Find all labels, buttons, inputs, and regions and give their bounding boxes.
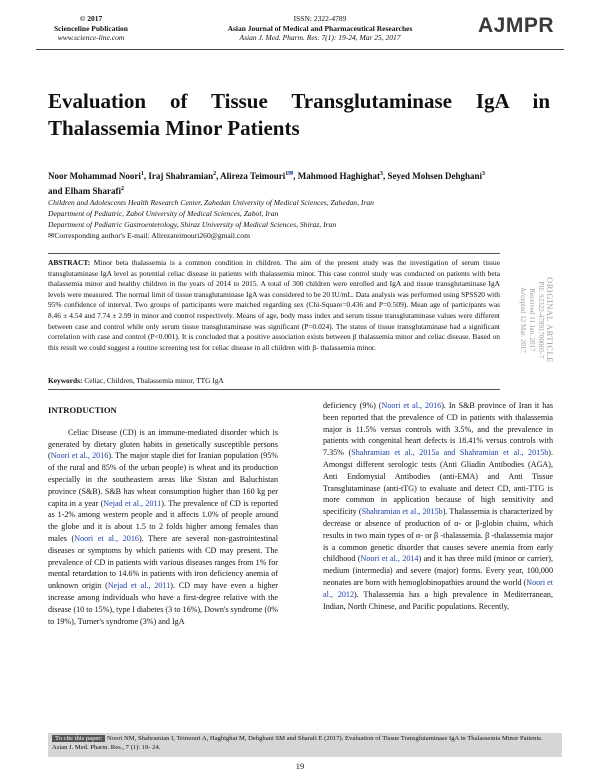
body-paragraph	[48, 427, 278, 628]
author-name: Elham Sharafi	[64, 186, 122, 196]
author-separator: ,	[216, 171, 221, 181]
citation-tag: To cite this paper:	[52, 735, 105, 742]
corresponding-email[interactable]: ✉Corresponding author's E-mail: Alirezateimouri260@gmail.com	[48, 231, 250, 240]
affiliation-line: Children and Adolescents Health Research Center, Zahedan University of Medical Sciences, Zahedan, Iran	[48, 198, 374, 207]
citation-link[interactable]: Nejad et al., 2011	[107, 581, 171, 591]
abstract-text: Minor beta thalassemia is a common condition in children. The aim of the present study was the investigation of serum tissue transglutaminase IgA level as potential celiac disease in patients with thalassemia minor. This case control study was conducted on patients with beta thalassemia minor and healthy children in the years of 2014 to 2015. A total of 300 children were enrolled and IgA and tissue transglutaminase IgA levels were measured. The normal limit of tissue transglutaminase IgA was considered to be 20 IU/mL. Data analysis was performed using SPSS20 with 95% confidence of interval. Two groups of participants were matched regarding sex (Chi-Square=0.436 and P=0.509). Mean age of participants was 8.46 ± 4.54 and 7.74 ± 2.99 in minor and control respectively. Means of age, body mass index and serum tissue transglutaminase values were different between case and control while only serum tissue transglutaminase was significant (P=0.024). The status of tissue transglutaminase had a significant correlation with case and control (P<0.001). It is concluded that a positive association exists between β thalassemia minor and celiac disease. Based on this result we could suggest a routine screening test for celiac disease in all children with β- thalassemia minor.	[48, 258, 500, 352]
body-text: ). The major staple diet for Iranian population (95% of the rural and 85% of the urban people) is wheat and its production especially in the southeastern areas like Sistan and Baluchistan province (S&B). S&B has wheat consumption higher than 160 kg per capita in a year (	[48, 451, 278, 508]
citation-link[interactable]: Noori et al., 2016	[50, 451, 109, 461]
envelope-icon[interactable]: ✉	[288, 171, 294, 177]
abstract	[48, 258, 500, 353]
body-text: ). Thalassemia is characterized by decrease or absence of production of α- or β-globin chains, which results in two main types of α- or β -thalassemia. β -thalassemia major is a common genetic disorder that causes severe anemia from early childhood (	[323, 507, 553, 564]
body-text: deficiency (9%) (	[323, 401, 382, 410]
author-name: Noor Mohammad Noori	[48, 171, 141, 181]
body-text: ). There are several non-gastrointestinal diseases or symptoms by which patients with CD may present. The prevalence of CD in patients with various diseases ranges from 1% for mental retardation to 14.6% in patients with iron deficiency anemia of unknown origin (	[48, 533, 279, 591]
abstract-label: ABSTRACT:	[48, 258, 91, 267]
publisher-name: Scienceline Publication	[54, 23, 128, 33]
author-separator: ,	[293, 171, 298, 181]
issn: ISSN: 2322-4789	[293, 14, 347, 23]
affiliation-line: Department of Pediatric, Zabol University of Medical Sciences, Zabol, Iran	[48, 209, 279, 218]
article-pii: PII: S2322-47891700005-7	[537, 281, 545, 359]
article-info-sidebar	[496, 255, 576, 385]
journal-logo: AJMPR	[478, 14, 555, 37]
author-affil-marker: 3	[482, 171, 486, 177]
keywords-text: Celiac, Children, Thalassemia minor, TTG IgA	[84, 376, 224, 385]
author-name: Seyed Mohsen Dehghani	[387, 171, 483, 181]
abstract-top-rule	[48, 253, 500, 254]
section-heading-introduction: INTRODUCTION	[48, 405, 117, 415]
body-text: ). The prevalence of CD is reported as 1-2% among western people and it affects 1.0% of people around the globe and it is about 1.5 to 2 folds higher among females than males (	[48, 498, 278, 543]
citation-link[interactable]: Noori et al., 2016	[381, 401, 442, 410]
abstract-bottom-rule	[48, 389, 500, 390]
body-text: ) and it has three mild (minor or carrier), medium (intermedia) and severe (major) forms. Every year, 100,000 neonates are born with hemoglobinopathies around the world (	[323, 554, 553, 587]
publisher-website[interactable]: www.science-line.com	[57, 33, 125, 42]
journal-citation: Asian J. Med. Pharm. Res. 7(1): 19-24, Mar 25, 2017	[239, 33, 401, 42]
citation-link[interactable]: Noori et al., 2012	[323, 577, 553, 599]
body-text: ). In S&B province of Iran it has been reported that the prevalence of CD in patients with thalassemia major is 11.5% versus controls with 3.5%, and the prevalence in patients with congenital heart defects is 18.41% versus controls with 7.35% (	[323, 401, 554, 458]
author-list: Noor Mohammad Noori$^1$, Iraj Shahramian$^2$, Alireza Teimouri$^{1✉}$, Mahmood Haghighat$^3$, Seyed Mohsen Dehghani$^3$ and Elham Sharafi$^2$	[48, 171, 486, 196]
keywords	[48, 376, 500, 385]
affiliation-line: Department of Pediatric Gastroenterology, Shiraz University of Medical Sciences, Shiraz, Iran	[48, 220, 337, 229]
citation-link[interactable]: Nejad et al., 2011	[103, 498, 162, 508]
page-number: 19	[295, 761, 305, 771]
body-column-right	[323, 400, 553, 612]
body-text: ). Thalassemia has a high prevalence in Mediterranean, Indian, North Chinese, and Pacific populations. Recently,	[323, 589, 553, 611]
author-separator: ,	[143, 171, 149, 181]
citation-link[interactable]: Shahramian et al., 2015a and Shahramian et al., 2015b	[351, 448, 549, 458]
citation-link[interactable]: Noori et al., 2016	[74, 533, 139, 543]
body-text: Celiac Disease (CD) is an immune-mediated disorder which is generated by dietary gluten habits in genetically susceptible persons (	[48, 427, 278, 461]
header-divider	[36, 49, 564, 50]
citation-box	[48, 733, 562, 757]
citation-link[interactable]: Shahramian et al., 2015b	[361, 507, 443, 517]
copyright-year: © 2017	[79, 14, 103, 23]
body-column-left	[48, 395, 278, 627]
publisher-block	[36, 14, 146, 43]
article-type: ORIGINAL ARTICLE	[545, 277, 555, 363]
author-affil-marker: 1	[140, 171, 144, 177]
author-affil-marker: 3	[380, 171, 383, 177]
author-name: Iraj Shahramian	[148, 171, 214, 181]
journal-name: Asian Journal of Medical and Pharmaceutical Researches	[227, 23, 413, 33]
journal-block	[170, 14, 470, 43]
citation-text: Noori NM, Shahramian I, Teimouri A, Haghighat M, Dehghani SM and Sharafi E (2017). Evaluation of Tissue Transglutaminase IgA in Thalassemia Minor Patients. Asian J. Med. Pharm. Res., 7 (1): 19- 24.	[52, 735, 543, 751]
affiliations	[48, 197, 553, 241]
author-name: Mahmood Haghighat	[297, 171, 380, 181]
body-text: ). CD may have even a higher increase among individuals who have a first-degree relative with the disease (10 to 15%), type I diabetes (3 to 16%), Down's syndrome (0% to 19%), Turner's syndrome (3%) and IgA	[48, 581, 279, 626]
accepted-date: Accepted 12 Mar. 2017	[519, 287, 527, 353]
keywords-label: Keywords:	[48, 376, 83, 385]
body-paragraph	[323, 400, 553, 612]
received-date: Received 11 Jan. 2017	[528, 288, 536, 352]
article-title: Evaluation of Tissue Transglutaminase IgA in Thalassemia Minor Patients	[48, 89, 550, 140]
citation-link[interactable]: Noori et al., 2014	[360, 554, 419, 564]
author-affil-marker: 2	[121, 186, 125, 192]
author-name: Alireza Teimouri	[220, 171, 286, 181]
author-affil-marker: 2	[213, 171, 217, 177]
author-separator: ,	[383, 171, 388, 181]
body-text: ). Amongst different serologic tests (Anti Gliadin Antibodies (AGA), Anti Endomysial Antibodies (anti-EMA) and Anti Tissue Transglutaminase (anti-tTG) to evaluate and detect CD, anti-TTG is more common in application because of high sensitivity and specificity (	[323, 448, 554, 517]
author-affil-marker: 1	[285, 171, 289, 177]
